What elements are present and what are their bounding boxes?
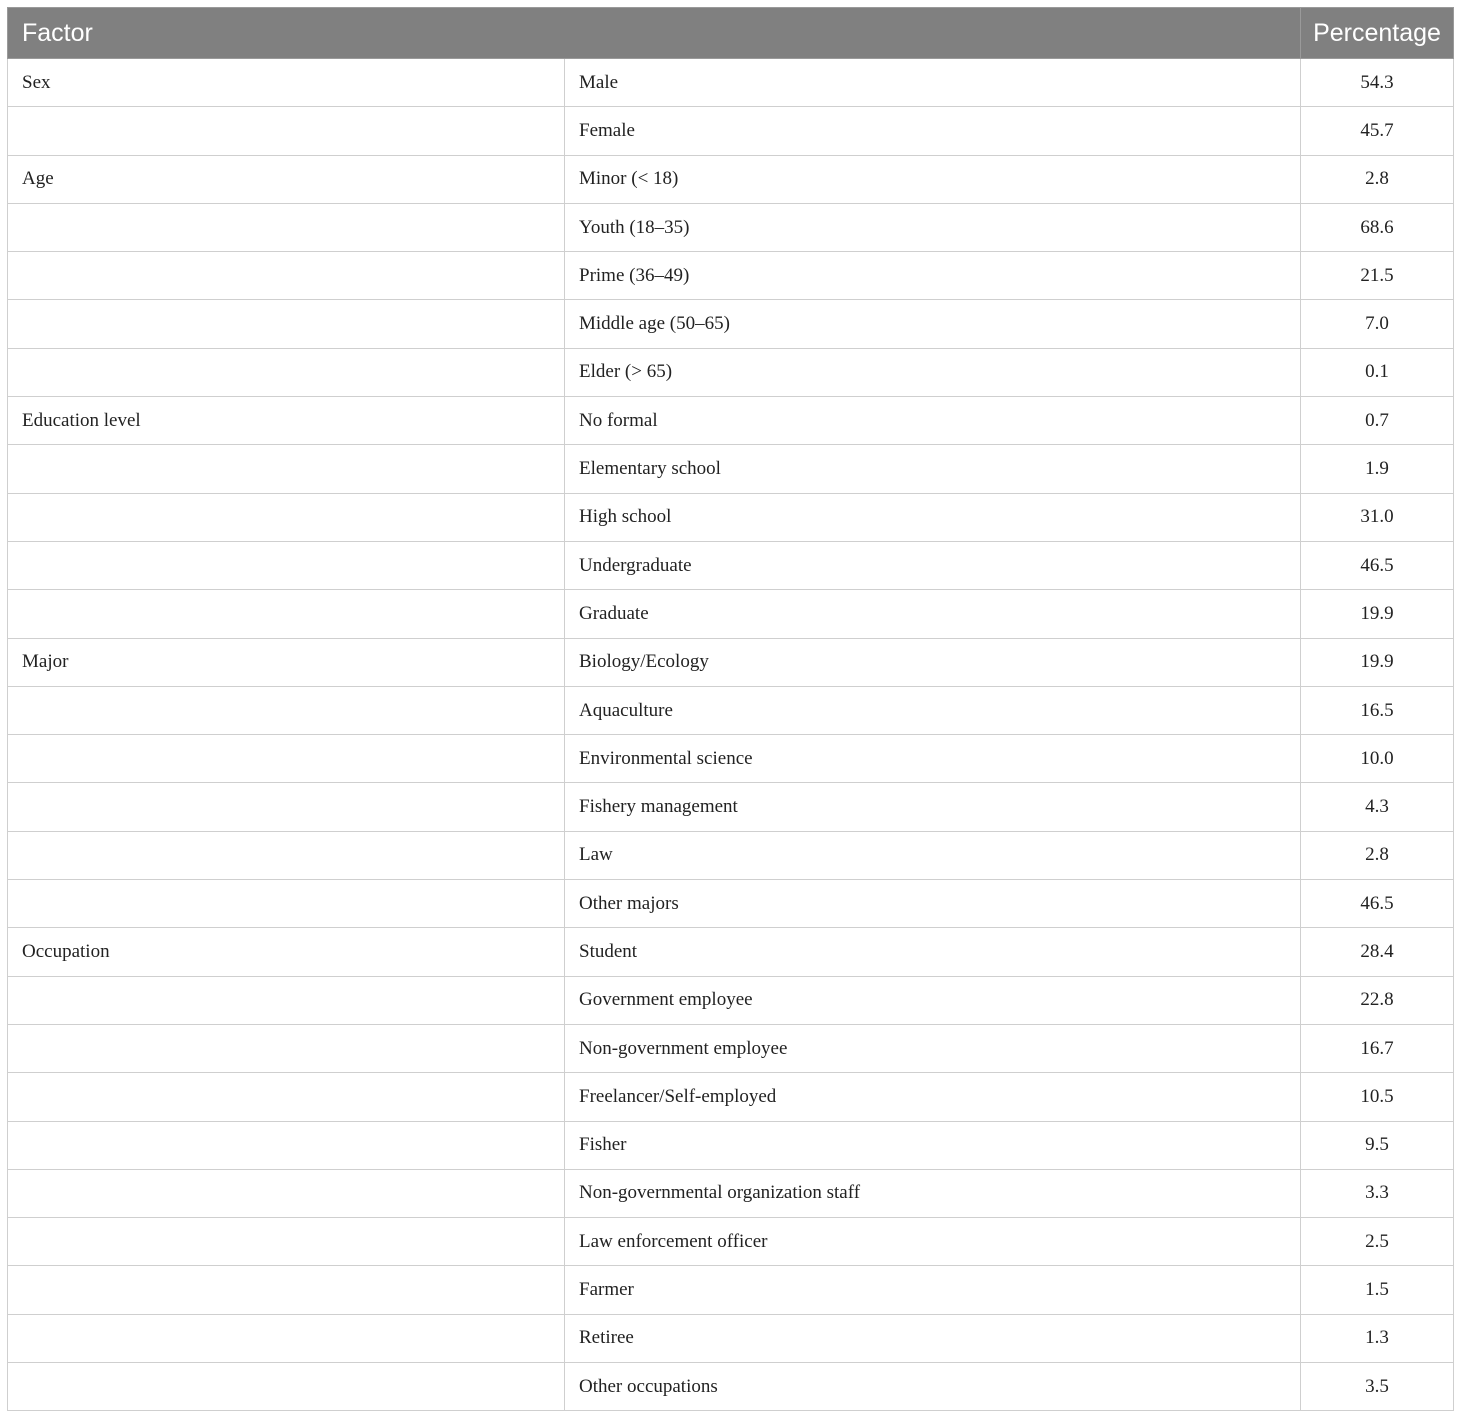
table-row [8,541,1454,589]
factor-cell [8,1266,565,1314]
category-cell: Youth (18–35) [565,203,1301,251]
category-cell: Middle age (50–65) [565,300,1301,348]
table-row [8,1073,1454,1121]
category-cell: Fishery management [565,783,1301,831]
table-header [8,8,1454,59]
category-cell: Other majors [565,880,1301,928]
table-row [8,300,1454,348]
percentage-cell: 16.5 [1301,686,1454,734]
category-cell: Female [565,107,1301,155]
demographics-table-container [7,7,1453,1411]
header-factor: Factor [8,8,1301,59]
percentage-cell: 1.3 [1301,1314,1454,1362]
demographics-table [7,7,1454,1411]
category-cell: Graduate [565,590,1301,638]
category-cell: Environmental science [565,735,1301,783]
percentage-cell: 28.4 [1301,928,1454,976]
factor-cell [8,107,565,155]
category-cell: Farmer [565,1266,1301,1314]
factor-cell [8,203,565,251]
percentage-cell: 0.7 [1301,397,1454,445]
category-cell: Student [565,928,1301,976]
factor-cell [8,493,565,541]
category-cell: No formal [565,397,1301,445]
percentage-cell: 3.3 [1301,1169,1454,1217]
factor-cell [8,686,565,734]
factor-cell [8,1121,565,1169]
factor-cell [8,541,565,589]
factor-cell: Sex [8,59,565,107]
table-row [8,155,1454,203]
percentage-cell: 21.5 [1301,252,1454,300]
category-cell: Retiree [565,1314,1301,1362]
table-row [8,1024,1454,1072]
category-cell: Biology/Ecology [565,638,1301,686]
percentage-cell: 0.1 [1301,348,1454,396]
category-cell: Non-government employee [565,1024,1301,1072]
category-cell: Fisher [565,1121,1301,1169]
table-row [8,735,1454,783]
table-row [8,107,1454,155]
percentage-cell: 7.0 [1301,300,1454,348]
table-row [8,59,1454,107]
percentage-cell: 45.7 [1301,107,1454,155]
table-row [8,1121,1454,1169]
table-row [8,686,1454,734]
percentage-cell: 68.6 [1301,203,1454,251]
table-row [8,783,1454,831]
factor-cell [8,735,565,783]
factor-cell [8,1169,565,1217]
table-row [8,976,1454,1024]
category-cell: Non-governmental organization staff [565,1169,1301,1217]
percentage-cell: 10.0 [1301,735,1454,783]
percentage-cell: 9.5 [1301,1121,1454,1169]
table-row [8,1218,1454,1266]
table-row [8,252,1454,300]
factor-cell [8,1218,565,1266]
percentage-cell: 22.8 [1301,976,1454,1024]
factor-cell: Occupation [8,928,565,976]
factor-cell [8,348,565,396]
category-cell: Other occupations [565,1363,1301,1411]
factor-cell [8,831,565,879]
table-row [8,928,1454,976]
table-row [8,1169,1454,1217]
factor-cell [8,300,565,348]
percentage-cell: 19.9 [1301,638,1454,686]
table-row [8,1363,1454,1411]
percentage-cell: 2.8 [1301,155,1454,203]
factor-cell [8,1314,565,1362]
table-row [8,493,1454,541]
category-cell: High school [565,493,1301,541]
factor-cell [8,783,565,831]
factor-cell [8,976,565,1024]
percentage-cell: 3.5 [1301,1363,1454,1411]
factor-cell: Education level [8,397,565,445]
percentage-cell: 46.5 [1301,880,1454,928]
percentage-cell: 31.0 [1301,493,1454,541]
category-cell: Freelancer/Self-employed [565,1073,1301,1121]
category-cell: Law [565,831,1301,879]
percentage-cell: 2.5 [1301,1218,1454,1266]
factor-cell [8,1363,565,1411]
factor-cell [8,1073,565,1121]
percentage-cell: 16.7 [1301,1024,1454,1072]
percentage-cell: 54.3 [1301,59,1454,107]
category-cell: Government employee [565,976,1301,1024]
category-cell: Elder (> 65) [565,348,1301,396]
factor-cell: Age [8,155,565,203]
factor-cell [8,252,565,300]
table-body [8,59,1454,1411]
factor-cell [8,590,565,638]
factor-cell: Major [8,638,565,686]
category-cell: Undergraduate [565,541,1301,589]
header-row [8,8,1454,59]
table-row [8,348,1454,396]
header-percentage: Percentage [1301,8,1454,59]
percentage-cell: 1.5 [1301,1266,1454,1314]
table-row [8,1314,1454,1362]
table-row [8,590,1454,638]
category-cell: Minor (< 18) [565,155,1301,203]
table-row [8,831,1454,879]
category-cell: Prime (36–49) [565,252,1301,300]
table-row [8,880,1454,928]
factor-cell [8,445,565,493]
percentage-cell: 19.9 [1301,590,1454,638]
table-row [8,1266,1454,1314]
percentage-cell: 2.8 [1301,831,1454,879]
factor-cell [8,880,565,928]
factor-cell [8,1024,565,1072]
category-cell: Aquaculture [565,686,1301,734]
percentage-cell: 10.5 [1301,1073,1454,1121]
table-row [8,397,1454,445]
percentage-cell: 1.9 [1301,445,1454,493]
percentage-cell: 46.5 [1301,541,1454,589]
table-row [8,638,1454,686]
category-cell: Elementary school [565,445,1301,493]
table-row [8,445,1454,493]
percentage-cell: 4.3 [1301,783,1454,831]
table-row [8,203,1454,251]
category-cell: Male [565,59,1301,107]
category-cell: Law enforcement officer [565,1218,1301,1266]
